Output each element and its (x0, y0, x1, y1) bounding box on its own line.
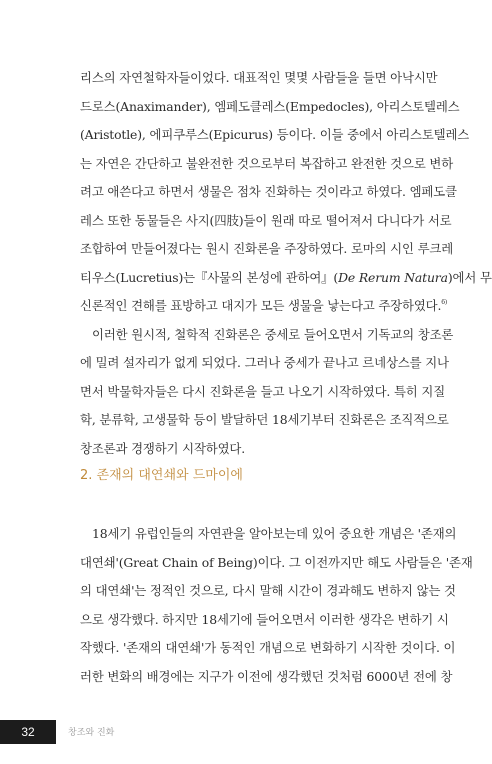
text-line: 조합하여 만들어졌다는 원시 진화론을 주장하였다. 로마의 시인 루크레 (80, 241, 454, 256)
section-heading: 2. 존재의 대연쇄와 드마이에 (80, 468, 243, 483)
paragraph-3 (80, 520, 473, 691)
text-line: 레스 또한 동물들은 사지(四肢)들이 원래 따로 떨어져서 다니다가 서로 (80, 212, 452, 228)
text-line: 18세기 유럽인들의 자연관을 알아보는데 있어 중요한 개념은 '존재의 (92, 526, 457, 542)
paragraph-2 (80, 321, 454, 464)
text-line: 대연쇄'(Great Chain of Being)이다. 그 이전까지만 해도 사람들은 '존재 (80, 554, 473, 570)
text-line: (Aristotle), 에피쿠루스(Epicurus) 등이다. 이들 중에서 아리스토텔레스 (80, 127, 470, 142)
text-line-content: 신론적인 견해를 표방하고 대지가 모든 생물을 낳는다고 주장하였다. (80, 298, 442, 313)
body-text-bottom (80, 508, 473, 704)
text-line: 는 자연은 간단하고 불완전한 것으로부터 복잡하고 완전한 것으로 변하 (80, 155, 454, 171)
text-line: 에 밀려 설자리가 없게 되었다. 그러나 중세가 끝나고 르네상스를 지나 (80, 355, 449, 370)
text-line: 러한 변화의 배경에는 지구가 이전에 생각했던 것처럼 6000년 전에 창 (80, 668, 453, 684)
text-line: 면서 박물학자들은 다시 진화론을 들고 나오기 시작하였다. 특히 지질 (80, 383, 446, 399)
text-line: 창조론과 경쟁하기 시작하였다. (80, 440, 246, 456)
text-line: 작했다. '존재의 대연쇄'가 동적인 개념으로 변화하기 시작한 것이다. 이 (80, 640, 456, 656)
body-text-top (80, 64, 492, 463)
paragraph-1 (80, 64, 492, 321)
text-line: 의 대연쇄'는 정적인 것으로, 다시 말해 시간이 경과해도 변하지 않는 것 (80, 583, 456, 599)
text-line (80, 292, 448, 321)
text-line: 이러한 원시적, 철학적 진화론은 중세로 들어오면서 기독교의 창조론 (92, 326, 454, 342)
text-line: 드로스(Anaximander), 엠페도클레스(Empedocles), 아리스토텔레스 (80, 98, 460, 114)
running-footer-title: 창조와 진화 (68, 728, 115, 738)
text-line: 학, 분류학, 고생물학 등이 발달하던 18세기부터 진화론은 조직적으로 (80, 412, 449, 427)
footnote-marker: 6) (441, 299, 448, 306)
text-line: 려고 애쓴다고 하면서 생물은 점차 진화하는 것이라고 하였다. 엠페도클 (80, 184, 457, 199)
text-line: 으로 생각했다. 하지만 18세기에 들어오면서 이러한 생각은 변하기 시 (80, 611, 449, 627)
text-line: 리스의 자연철학자들이었다. 대표적인 몇몇 사람들을 들면 아낙시만 (80, 70, 438, 85)
text-line: 티우스(Lucretius)는『사물의 본성에 관하여』(De Rerum Natura)에서 무 (80, 269, 492, 285)
page-number: 32 (0, 720, 56, 744)
